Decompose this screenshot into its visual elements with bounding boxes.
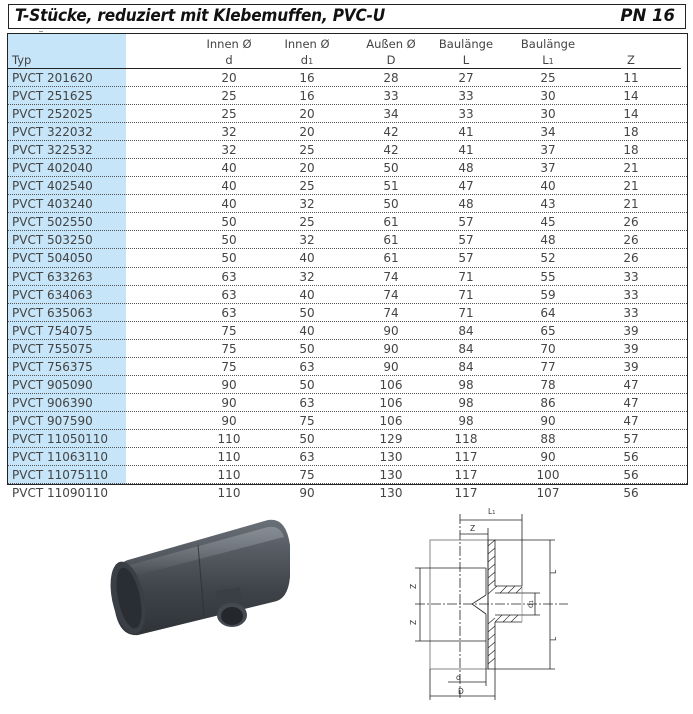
header-d1-main: d <box>300 53 309 67</box>
label-Z-left-upper: Z <box>409 583 418 589</box>
cell-L: 84 <box>458 359 474 374</box>
cell-d1: 16 <box>299 89 315 104</box>
header-D-line1: Außen Ø <box>366 37 416 51</box>
cell-L1: 34 <box>540 125 556 140</box>
cell-L: 84 <box>458 341 474 356</box>
header-d1 <box>277 53 337 67</box>
cell-d: 110 <box>217 468 241 483</box>
cell-Z: 56 <box>623 486 639 501</box>
cell-d1: 50 <box>299 377 315 392</box>
table-row <box>8 466 687 484</box>
cell-typ: PVCT 754075 <box>12 323 93 338</box>
cell-L1: 43 <box>540 197 556 212</box>
cell-typ: PVCT 11075110 <box>12 468 109 483</box>
cell-L1: 88 <box>540 431 556 446</box>
cell-L1: 37 <box>540 161 556 176</box>
cell-d1: 50 <box>299 431 315 446</box>
table-row <box>8 69 687 87</box>
cell-d1: 32 <box>299 233 315 248</box>
cell-D: 129 <box>379 431 403 446</box>
cell-d1: 25 <box>299 179 315 194</box>
cell-D: 106 <box>379 395 403 410</box>
cell-L1: 77 <box>540 359 556 374</box>
cell-d: 63 <box>221 287 237 302</box>
cell-d1: 40 <box>299 287 315 302</box>
cell-L1: 37 <box>540 143 556 158</box>
cell-L1: 45 <box>540 215 556 230</box>
cell-L1: 64 <box>540 305 556 320</box>
cell-d1: 50 <box>299 305 315 320</box>
cell-d: 90 <box>221 413 237 428</box>
table-row <box>8 340 687 358</box>
cell-d: 50 <box>221 215 237 230</box>
table-row <box>8 195 687 213</box>
cell-D: 61 <box>383 251 399 266</box>
cell-d: 110 <box>217 449 241 464</box>
header-d-line1: Innen Ø <box>206 37 252 51</box>
cell-Z: 14 <box>623 89 639 104</box>
cell-D: 61 <box>383 233 399 248</box>
cell-d: 110 <box>217 486 241 501</box>
pipe-fitting-body <box>105 520 290 638</box>
cell-L1: 40 <box>540 179 556 194</box>
cell-L1: 86 <box>540 395 556 410</box>
header-L1 <box>518 53 578 67</box>
cell-d: 75 <box>221 323 237 338</box>
cell-typ: PVCT 755075 <box>12 341 93 356</box>
cell-L: 117 <box>454 468 478 483</box>
table-row <box>8 448 687 466</box>
cell-Z: 39 <box>623 359 639 374</box>
label-d1: d1 <box>526 600 535 608</box>
cell-d1: 32 <box>299 197 315 212</box>
cell-L1: 90 <box>540 449 556 464</box>
cell-L: 71 <box>458 287 474 302</box>
cell-d: 110 <box>217 431 241 446</box>
cell-Z: 33 <box>623 305 639 320</box>
cell-Z: 26 <box>623 233 639 248</box>
cell-L1: 59 <box>540 287 556 302</box>
cell-L: 118 <box>454 431 478 446</box>
table-row <box>8 231 687 249</box>
cell-D: 74 <box>383 305 399 320</box>
table-row <box>8 376 687 394</box>
cell-D: 61 <box>383 215 399 230</box>
table-row <box>8 358 687 376</box>
cell-L: 117 <box>454 449 478 464</box>
label-d: d <box>456 673 461 682</box>
cell-d: 90 <box>221 377 237 392</box>
cell-Z: 47 <box>623 395 639 410</box>
label-L-lower: L <box>549 636 558 641</box>
cell-d1: 40 <box>299 251 315 266</box>
table-row <box>8 141 687 159</box>
table-row <box>8 394 687 412</box>
cell-typ: PVCT 403240 <box>12 197 93 212</box>
cell-Z: 21 <box>623 161 639 176</box>
cell-Z: 39 <box>623 341 639 356</box>
table-row <box>8 412 687 430</box>
label-Z-left-lower: Z <box>409 619 418 625</box>
cell-D: 42 <box>383 125 399 140</box>
header-L1-sub: 1 <box>548 57 554 66</box>
cell-Z: 21 <box>623 197 639 212</box>
cell-Z: 39 <box>623 323 639 338</box>
cell-typ: PVCT 634063 <box>12 287 93 302</box>
header-L1-main: L <box>542 53 549 67</box>
header-d1-sub: 1 <box>308 57 314 66</box>
table-row <box>8 105 687 123</box>
cell-typ: PVCT 322532 <box>12 143 93 158</box>
table-row <box>8 286 687 304</box>
table-row <box>8 213 687 231</box>
section-hatching <box>488 540 522 664</box>
cell-L: 57 <box>458 233 474 248</box>
cell-d1: 63 <box>299 395 315 410</box>
cell-d: 75 <box>221 359 237 374</box>
table-row <box>8 177 687 195</box>
header-D: D <box>386 53 396 67</box>
table-row <box>8 304 687 322</box>
cell-L1: 100 <box>536 468 560 483</box>
cell-Z: 26 <box>623 251 639 266</box>
cell-Z: 18 <box>623 125 639 140</box>
cell-Z: 57 <box>623 431 639 446</box>
cell-L: 48 <box>458 197 474 212</box>
cell-L: 71 <box>458 305 474 320</box>
table-row <box>8 430 687 448</box>
outline-main <box>430 540 488 669</box>
cell-L: 41 <box>458 143 474 158</box>
cell-L: 47 <box>458 179 474 194</box>
cell-d: 25 <box>221 107 237 122</box>
cell-d: 40 <box>221 161 237 176</box>
cell-d1: 75 <box>299 468 315 483</box>
cell-Z: 14 <box>623 107 639 122</box>
cell-L1: 55 <box>540 269 556 284</box>
cell-d: 20 <box>221 71 237 85</box>
cell-typ: PVCT 633263 <box>12 269 93 284</box>
cell-d1: 32 <box>299 269 315 284</box>
cell-d: 40 <box>221 179 237 194</box>
cell-d: 63 <box>221 305 237 320</box>
cell-typ: PVCT 907590 <box>12 413 93 428</box>
header-typ: Typ <box>12 53 32 67</box>
cell-D: 90 <box>383 341 399 356</box>
cell-L1: 52 <box>540 251 556 266</box>
cell-typ: PVCT 504050 <box>12 251 93 266</box>
table-row <box>8 484 687 502</box>
cell-Z: 56 <box>623 449 639 464</box>
cell-D: 130 <box>379 468 403 483</box>
cell-D: 106 <box>379 377 403 392</box>
cell-d1: 63 <box>299 449 315 464</box>
pressure-rating: PN 16 <box>620 6 675 25</box>
cell-L: 98 <box>458 377 474 392</box>
table-row <box>8 159 687 177</box>
cell-d1: 25 <box>299 143 315 158</box>
cell-L: 41 <box>458 125 474 140</box>
cell-Z: 33 <box>623 269 639 284</box>
cell-d: 75 <box>221 341 237 356</box>
cell-D: 42 <box>383 143 399 158</box>
cell-D: 34 <box>383 107 399 122</box>
cell-Z: 26 <box>623 215 639 230</box>
table-body <box>8 69 687 502</box>
cell-L1: 30 <box>540 89 556 104</box>
cell-typ: PVCT 905090 <box>12 377 93 392</box>
cell-d: 40 <box>221 197 237 212</box>
cell-typ: PVCT 635063 <box>12 305 93 320</box>
header-d: d <box>225 53 233 67</box>
cell-typ: PVCT 402540 <box>12 179 93 194</box>
cell-d: 63 <box>221 269 237 284</box>
cell-D: 106 <box>379 413 403 428</box>
cell-D: 90 <box>383 323 399 338</box>
cell-d1: 40 <box>299 323 315 338</box>
page-title: T-Stücke, reduziert mit Klebemuffen, PVC-U <box>15 6 386 25</box>
table-row <box>8 268 687 286</box>
cell-L1: 65 <box>540 323 556 338</box>
table-row <box>8 249 687 267</box>
cell-L: 27 <box>458 71 474 85</box>
cell-d1: 75 <box>299 413 315 428</box>
cell-typ: PVCT 402040 <box>12 161 93 176</box>
cell-L1: 25 <box>540 71 556 85</box>
cell-Z: 47 <box>623 377 639 392</box>
cell-d: 50 <box>221 251 237 266</box>
cell-d: 25 <box>221 89 237 104</box>
cell-d1: 25 <box>299 215 315 230</box>
cell-d1: 20 <box>299 107 315 122</box>
cell-typ: PVCT 201620 <box>12 71 93 85</box>
cell-d1: 50 <box>299 341 315 356</box>
cell-Z: 56 <box>623 468 639 483</box>
label-Z-top: Z <box>470 524 476 533</box>
product-photo <box>108 505 293 645</box>
cell-Z: 33 <box>623 287 639 302</box>
cell-L: 71 <box>458 269 474 284</box>
cell-d1: 20 <box>299 161 315 176</box>
cell-L: 57 <box>458 215 474 230</box>
table-row <box>8 123 687 141</box>
cell-L1: 30 <box>540 107 556 122</box>
cell-d1: 20 <box>299 125 315 140</box>
title-bar <box>8 4 686 29</box>
cell-L: 48 <box>458 161 474 176</box>
cell-L: 117 <box>454 486 478 501</box>
cell-D: 28 <box>383 71 399 85</box>
cell-d: 32 <box>221 125 237 140</box>
cell-D: 74 <box>383 287 399 302</box>
cell-L1: 78 <box>540 377 556 392</box>
cell-D: 90 <box>383 359 399 374</box>
cell-d1: 16 <box>299 71 315 85</box>
cell-typ: PVCT 252025 <box>12 107 93 122</box>
cell-D: 50 <box>383 161 399 176</box>
cell-L1: 107 <box>536 486 560 501</box>
header-Z: Z <box>627 53 635 67</box>
label-L-upper: L <box>549 569 558 574</box>
cell-L: 84 <box>458 323 474 338</box>
cell-L1: 48 <box>540 233 556 248</box>
cell-typ: PVCT 756375 <box>12 359 93 374</box>
cell-Z: 18 <box>623 143 639 158</box>
header-L1-line1: Baulänge <box>520 37 576 51</box>
cell-typ: PVCT 503250 <box>12 233 93 248</box>
cell-Z: 47 <box>623 413 639 428</box>
cell-D: 33 <box>383 89 399 104</box>
cell-typ: PVCT 322032 <box>12 125 93 140</box>
cell-L1: 90 <box>540 413 556 428</box>
cell-typ: PVCT 251625 <box>12 89 93 104</box>
table-row <box>8 87 687 105</box>
cell-typ: PVCT 11050110 <box>12 431 109 446</box>
decorative-mark <box>39 31 43 32</box>
label-D: D <box>458 687 464 696</box>
header-L: L <box>462 53 470 67</box>
cell-L: 33 <box>458 89 474 104</box>
cell-d: 90 <box>221 395 237 410</box>
cell-L: 98 <box>458 395 474 410</box>
cell-D: 50 <box>383 197 399 212</box>
technical-drawing <box>410 500 570 710</box>
cell-D: 130 <box>379 449 403 464</box>
cell-typ: PVCT 11090110 <box>12 486 109 501</box>
cell-typ: PVCT 11063110 <box>12 449 109 464</box>
cell-typ: PVCT 502550 <box>12 215 93 230</box>
cell-d: 50 <box>221 233 237 248</box>
cell-Z: 21 <box>623 179 639 194</box>
table-row <box>8 322 687 340</box>
cell-L1: 70 <box>540 341 556 356</box>
cell-D: 74 <box>383 269 399 284</box>
product-table <box>7 33 688 501</box>
cell-Z: 11 <box>623 71 639 85</box>
cell-D: 51 <box>383 179 399 194</box>
cell-d: 32 <box>221 143 237 158</box>
cell-L: 33 <box>458 107 474 122</box>
cell-L: 98 <box>458 413 474 428</box>
label-L1: L1 <box>488 507 496 516</box>
header-L-line1: Baulänge <box>438 37 494 51</box>
cell-d1: 63 <box>299 359 315 374</box>
cell-typ: PVCT 906390 <box>12 395 93 410</box>
cell-L: 57 <box>458 251 474 266</box>
cell-d1: 90 <box>299 486 315 501</box>
header-d1-line1: Innen Ø <box>284 37 330 51</box>
cell-D: 130 <box>379 486 403 501</box>
